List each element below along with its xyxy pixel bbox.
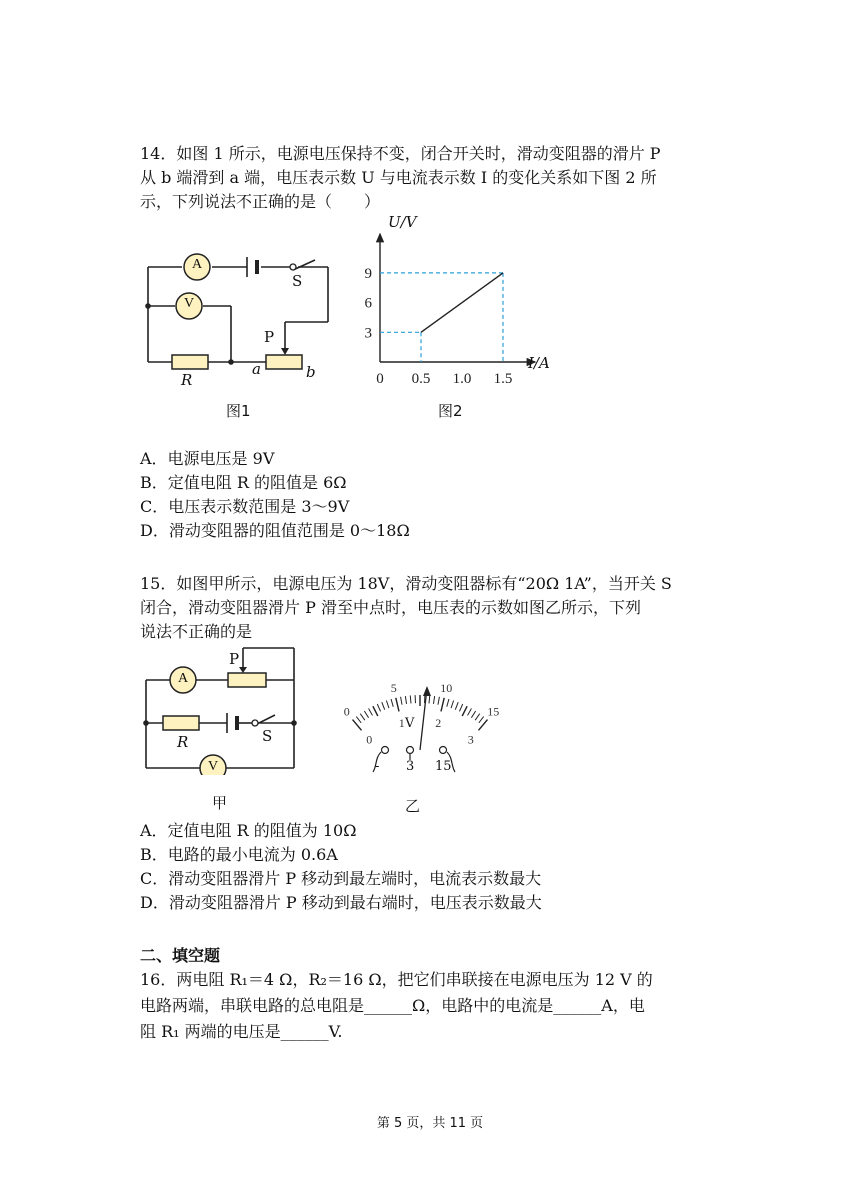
q15-line-2: 闭合，滑动变阻器滑片 P 滑至中点时，电压表的示数如图乙所示，下列 (140, 598, 641, 617)
q14-option-d: D．滑动变阻器的阻值范围是 0～18Ω (140, 521, 410, 540)
q14-option-c: C．电压表示数范围是 3～9V (140, 497, 350, 516)
dial-tick (386, 701, 389, 709)
dial-needle (420, 688, 427, 750)
dial-tick (382, 702, 385, 709)
q14-line-2: 从 b 端滑到 a 端，电压表示数 U 与电流表示数 I 的变化关系如下图 2 所 (140, 168, 657, 187)
q15-option-b: B．电路的最小电流为 0.6A (140, 845, 338, 864)
q16-line-3: 阻 R₁ 两端的电压是______V. (140, 1022, 343, 1041)
jia-slider-label: P (229, 650, 240, 668)
dial-tick (475, 714, 480, 721)
dial-tick (438, 697, 439, 705)
q15-circuit-figure-jia (138, 645, 308, 775)
dial-bottom-label: 0 (366, 732, 373, 747)
q14-option-b: B．定值电阻 R 的阻值是 6Ω (140, 473, 347, 492)
dial-tick (429, 695, 430, 703)
jia-ammeter-label: A (177, 671, 189, 686)
y-tick-label: 9 (364, 265, 372, 282)
page-footer: 第 5 页，共 11 页 (376, 1116, 484, 1131)
terminal-3: 3 (406, 759, 415, 774)
y-tick-label: 3 (364, 325, 372, 342)
y-axis-label: U/V (388, 213, 417, 231)
dial-bottom-label: 2 (435, 716, 442, 731)
dial-tick (479, 717, 484, 723)
dial-tick (373, 706, 378, 716)
end-a-label: a (252, 360, 261, 378)
q14-option-a: A．电源电压是 9V (140, 449, 275, 468)
slider-label: P (264, 328, 275, 346)
dial-tick (377, 704, 380, 711)
terminal-minus: - (375, 759, 380, 774)
resistor-label: R (181, 371, 193, 389)
dial-tick (447, 699, 449, 707)
dial-tick (405, 696, 406, 704)
figure-jia-caption: 甲 (212, 794, 228, 812)
dial-tick (360, 714, 365, 721)
x-tick-label: 1.5 (493, 371, 513, 387)
figure-yi-caption: 乙 (405, 797, 421, 815)
ammeter-label: A (191, 257, 203, 272)
dial-top-label: 15 (487, 704, 500, 719)
end-b-label: b (306, 363, 316, 381)
dial-bottom-label: 1 (398, 716, 405, 731)
dial-tick (471, 711, 475, 718)
dial-tick (369, 708, 373, 715)
x-tick-label: 0.5 (411, 371, 431, 387)
q15-line-3: 说法不正确的是 (140, 622, 253, 641)
dial-bottom-label: 3 (467, 732, 474, 747)
q15-line-1: 15．如图甲所示，电源电压为 18V，滑动变阻器标有“20Ω 1A”，当开关 S (140, 574, 672, 593)
dial-tick (396, 698, 399, 712)
x-axis-label: I/A (528, 354, 550, 372)
jia-voltmeter-label: V (207, 759, 219, 774)
dial-tick (462, 706, 467, 716)
dial-top-label: 5 (390, 681, 397, 696)
jia-resistor-label: R (177, 733, 189, 751)
q15-option-c: C．滑动变阻器滑片 P 移动到最左端时，电流表示数最大 (140, 869, 542, 888)
dial-tick (356, 717, 361, 723)
dial-tick (455, 702, 458, 709)
q14-line-3: 示，下列说法不正确的是（ ） (140, 192, 381, 211)
dial-tick (451, 701, 454, 709)
dial-top-label: 0 (343, 704, 350, 719)
dial-tick (433, 696, 434, 704)
figure-2-caption: 图2 (438, 402, 463, 420)
dial-tick (459, 704, 462, 711)
dial-tick (391, 699, 393, 707)
dial-tick (401, 697, 402, 705)
q15-voltmeter-dial (315, 650, 525, 780)
dial-tick (410, 695, 411, 703)
section-heading: 二、填空题 (140, 946, 221, 965)
q16-line-2: 电路两端，串联电路的总电阻是______Ω，电路中的电流是______A，电 (140, 996, 645, 1015)
dial-tick (441, 698, 444, 712)
y-tick-label: 6 (364, 295, 372, 312)
jia-switch-label: S (262, 727, 273, 745)
dial-tick (364, 711, 368, 718)
dial-top-label: 10 (440, 681, 453, 696)
figure-1-caption: 图1 (226, 402, 251, 420)
series-line-0 (421, 273, 503, 332)
q16-line-1: 16．两电阻 R₁＝4 Ω，R₂＝16 Ω，把它们串联接在电源电压为 12 V 的 (140, 970, 653, 989)
voltmeter-label: V (183, 296, 195, 311)
x-tick-label: 0 (376, 371, 384, 387)
switch-label: S (292, 272, 303, 290)
dial-unit: V (405, 716, 415, 731)
q15-option-a: A．定值电阻 R 的阻值为 10Ω (140, 821, 357, 840)
q15-option-d: D．滑动变阻器滑片 P 移动到最右端时，电压表示数最大 (140, 893, 542, 912)
x-tick-label: 1.0 (452, 371, 472, 387)
dial-tick (468, 708, 472, 715)
terminal-15: 15 (435, 759, 452, 774)
q14-line-1: 14．如图 1 所示，电源电压保持不变，闭合开关时，滑动变阻器的滑片 P (140, 144, 661, 163)
